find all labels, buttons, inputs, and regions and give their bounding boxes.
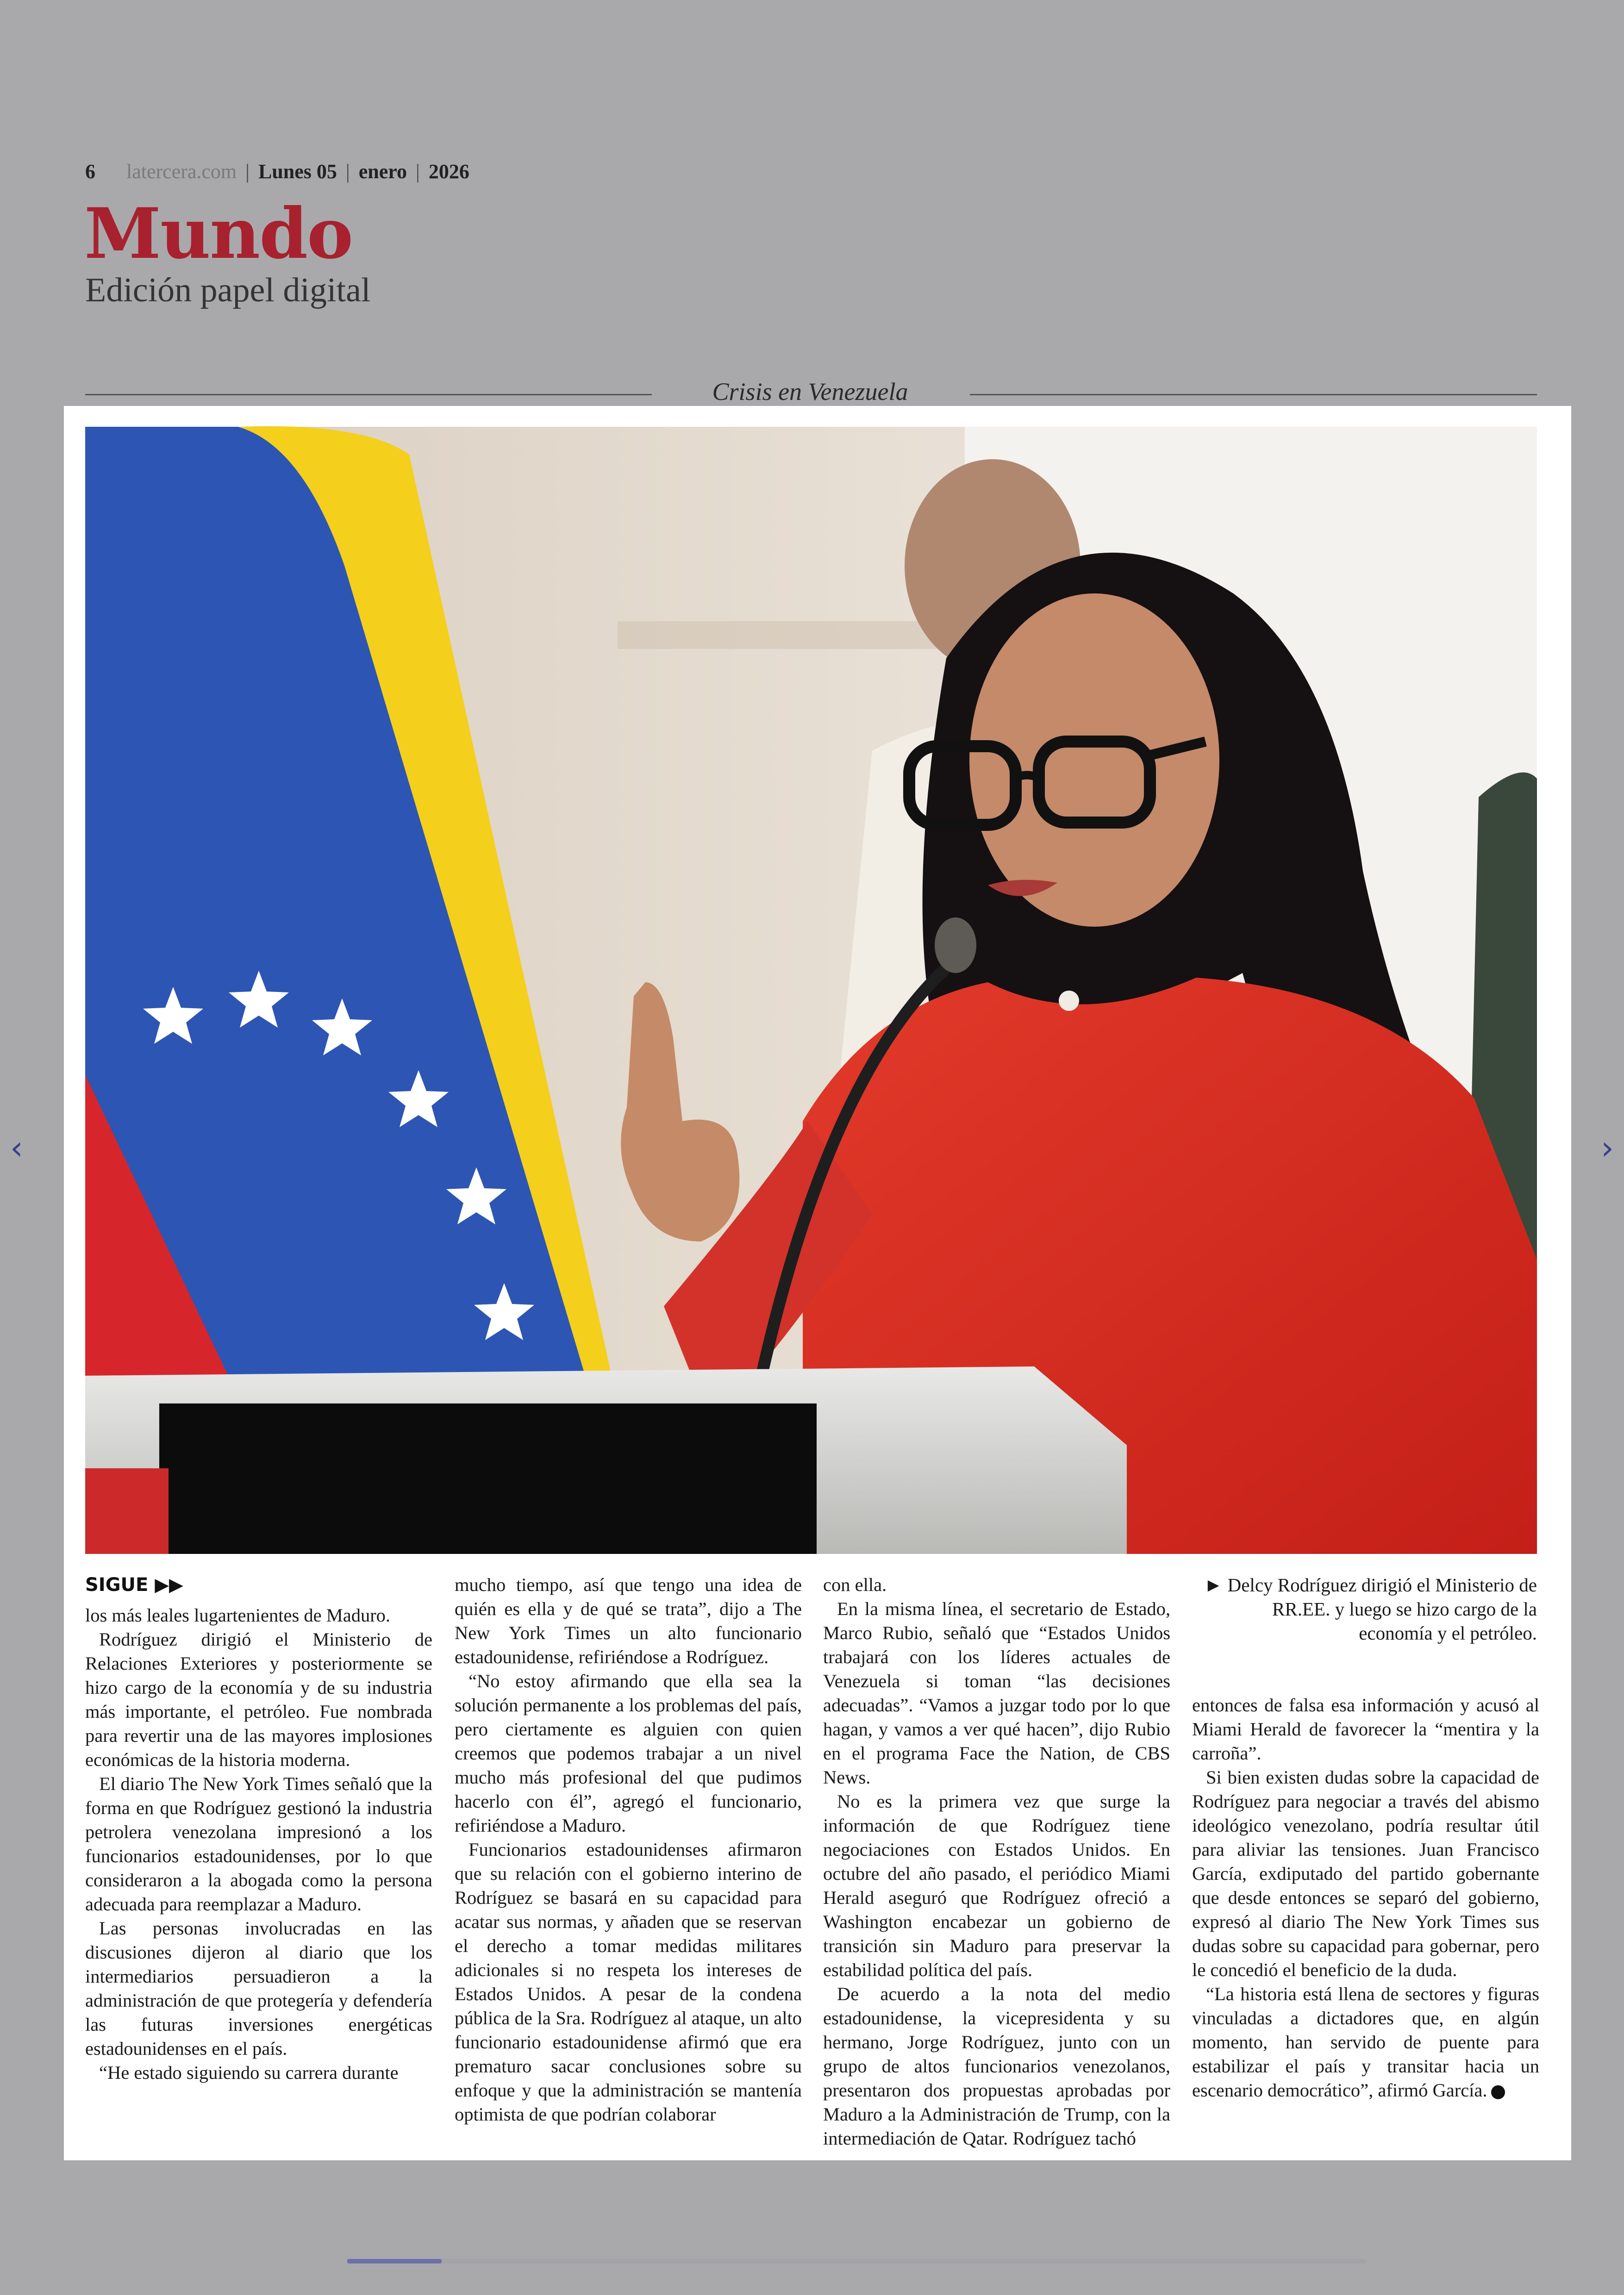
- article-photo: [85, 427, 1537, 1554]
- paragraph: Funcionarios estadounidenses afirmaron que su relación con el gobierno interino de Rodríguez se basará en su capacidad para acatar sus normas, y añaden que se reservan el derecho a tomar medidas militares adicionales si no respeta los intereses de Estados Unidos. A pesar de la condena pública de la Sra. Rodríguez al ataque, un alto funcionario estadounidense afirmó que era prematuro sacar conclusiones sobre su enfoque y que la administración se mantenía optimista de que podrían colaborar: [455, 1839, 802, 2125]
- photo-caption: ► Delcy Rodríguez dirigió el Ministerio de RR.EE. y luego se hizo cargo de la economía y el petróleo.: [1204, 1574, 1537, 1644]
- masthead-line: [85, 160, 469, 183]
- section-title: Mundo: [84, 193, 353, 274]
- paragraph: “No estoy afirmando que ella sea la solución permanente a los problemas del país, pero ciertamente es alguien con quien creemos que podemos trabajar a un nivel mucho más profesional del que pudimos hacerlo con él”, agregó el funcionario, refiriéndose a Maduro.: [455, 1671, 802, 1836]
- separator: |: [245, 160, 250, 183]
- paragraph-text: “La historia está llena de sectores y figuras vinculadas a dictadores que, en algún momento, han servido de puente para estabilizar el país y transitar hacia un escenario democrático”, afirmó García.: [1192, 1983, 1539, 2101]
- continued-label: SIGUE ▶▶: [85, 1574, 183, 1596]
- paragraph: De acuerdo a la nota del medio estadounidense, la vicepresidenta y su hermano, Jorge Rodríguez, junto con un grupo de altos funcionarios venezolanos, presentaron dos propuestas aprobadas por Maduro a la Administración de Trump, con la intermediación de Qatar. Rodríguez tachó: [823, 1983, 1170, 2149]
- photo-illustration: [85, 427, 1537, 1554]
- paragraph: mucho tiempo, así que tengo una idea de quién es ella y de qué se trata”, dijo a The New York Times un alto funcionario estadounidense, refiriéndose a Rodríguez.: [455, 1574, 802, 1667]
- page-scrollbar[interactable]: [347, 2259, 1366, 2264]
- topic-rule-right: [970, 394, 1537, 395]
- site-name[interactable]: latercera.com: [126, 160, 237, 183]
- topic-label: Crisis en Venezuela: [712, 378, 908, 405]
- next-page-icon[interactable]: ›: [1601, 1129, 1614, 1167]
- edition-subtitle: Edición papel digital: [85, 271, 371, 309]
- page-scrollbar-thumb[interactable]: [347, 2259, 442, 2264]
- previous-page-icon[interactable]: ‹: [10, 1129, 23, 1167]
- topic-rule-left: [85, 394, 652, 395]
- separator: |: [345, 160, 350, 183]
- article-column-2: [455, 1573, 802, 2128]
- paragraph: los más leales lugartenientes de Maduro.: [85, 1605, 391, 1626]
- paragraph: No es la primera vez que surge la información de que Rodríguez tiene negociaciones con Estados Unidos. En octubre del año pasado, el periódico Miami Herald aseguró que Rodríguez ofreció a Washington encabezar un gobierno de transición sin Maduro para preservar la estabilidad política del país.: [823, 1791, 1170, 1980]
- paragraph: “He estado siguiendo su carrera durante: [99, 2062, 399, 2083]
- date-year: 2026: [428, 160, 469, 183]
- separator: |: [416, 160, 420, 183]
- page-number: 6: [85, 160, 95, 183]
- paragraph: con ella.: [823, 1574, 887, 1595]
- paragraph: entonces de falsa esa información y acusó al Miami Herald de favorecer la “mentira y la carroña”.: [1192, 1695, 1539, 1764]
- paragraph: El diario The New York Times señaló que la forma en que Rodríguez gestionó la industria petrolera venezolana impresionó a los funcionarios estadounidenses, por lo que consideraron a la abogada como la persona adecuada para reemplazar a Maduro.: [85, 1773, 432, 1915]
- date-month: enero: [358, 160, 407, 183]
- paragraph: Las personas involucradas en las discusiones dijeron al diario que los intermediarios persuadieron a la administración de que protegería y defendería las futuras inversiones energéticas estadounidenses en el país.: [85, 1918, 432, 2059]
- paragraph: Si bien existen dudas sobre la capacidad de Rodríguez para negociar a través del abismo ideológico venezolano, podría resultar útil para aliviar las tensiones. Juan Francisco García, exdiputado del partido gobernante que desde entonces se separó del gobierno, expresó al diario The New York Times sus dudas sobre su capacidad para gobernar, pero le concedió el beneficio de la duda.: [1192, 1767, 1539, 1980]
- paragraph: Rodríguez dirigió el Ministerio de Relaciones Exteriores y posteriormente se hizo cargo de la economía y de su industria más importante, el petróleo. Fue nombrada para revertir una de las mayores implosiones económicas de la historia moderna.: [85, 1629, 432, 1770]
- article-column-3: [823, 1573, 1170, 2149]
- date-weekday: Lunes 05: [258, 160, 337, 183]
- end-mark-icon: [1491, 2085, 1505, 2099]
- paragraph: En la misma línea, el secretario de Estado, Marco Rubio, señaló que “Estados Unidos trabajará con los líderes actuales de Venezuela si toman “las decisiones adecuadas”. “Vamos a juzgar todo por lo que hagan, y vamos a ver qué hacen”, dijo Rubio en el programa Face the Nation, de CBS News.: [823, 1598, 1170, 1788]
- article-column-4: [1192, 1693, 1539, 2138]
- paragraph: [1192, 1982, 1539, 2102]
- article-column-1: [85, 1573, 432, 2128]
